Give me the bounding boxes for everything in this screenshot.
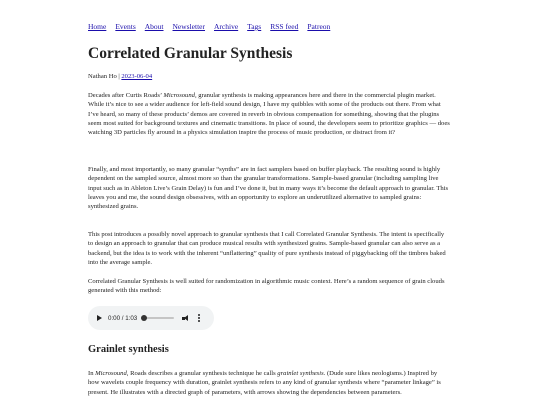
nav-home-link[interactable]: Home <box>88 22 107 31</box>
nav-about-link[interactable]: About <box>144 22 164 31</box>
section-heading-grainlet: Grainlet synthesis <box>88 344 169 355</box>
audio-seek-bar[interactable] <box>144 317 174 319</box>
post-title: Correlated Granular Synthesis <box>88 45 293 62</box>
paragraph-intro <box>88 91 450 137</box>
p1-text-b: , granular synthesis is making appearances here and there in the commercial plugin market. While it’s nice to see a wider audience for left-field sound design, I have my quibbles with some of the products out there. From what I’ve heard, so many of these products’ demos are covered in reverb in obvious compensation for something, showing that the plugins seem most suited for background textures and cinematic transitions. In place of sound, the developers seem to prioritize graphics — does watching 3D particles fly around in a physics simulation inspire the process of music production, or distract from it? <box>88 92 450 136</box>
post-date-link[interactable]: 2023-06-04 <box>121 73 153 80</box>
more-options-icon[interactable] <box>198 314 200 322</box>
p1-book-title: Microsound <box>163 92 195 99</box>
nav-events-link[interactable]: Events <box>115 22 136 31</box>
nav-archive-link[interactable]: Archive <box>214 22 239 31</box>
p1-text-a: Decades after Curtis Roads’ <box>88 92 164 99</box>
author-name: Nathan Ho <box>88 73 117 80</box>
audio-seek-knob[interactable] <box>141 315 147 321</box>
nav-rss-link[interactable]: RSS feed <box>270 22 299 31</box>
audio-time: 0:00 / 1:03 <box>108 314 138 322</box>
paragraph-grainlet <box>88 369 450 397</box>
nav-patreon-link[interactable]: Patreon <box>307 22 331 31</box>
p5-book-title: Microsound <box>95 370 127 377</box>
play-icon[interactable] <box>97 315 102 321</box>
byline-separator: | <box>116 73 122 80</box>
p5-text-b: , Roads describes a granular synthesis technique he calls <box>126 370 278 377</box>
nav-tags-link[interactable]: Tags <box>247 22 262 31</box>
paragraph-samplers: Finally, and most importantly, so many granular “synths” are in fact samplers based on buffer playback. The resulting sound is highly dependent on the sampled source, almost more so than the granular transformations. Sample-based granular (including sampling live input such as in Ableton Live’s Grain Delay) is fun and I’ve done it, but in many ways it’s become the default approach to granular. This leaves you and me, the sound design obsessives, with an opportunity to explore an underutilized alternative to sampled grains: synthesized grains. <box>88 166 449 210</box>
p5-text-c: . (Dude sure likes neologisms.) Inspired by how wavelets couple frequency with duration, grainlet synthesis refers to any kind of granular synthesis where “parameter linkage” is present. He illustrates with a directed graph of parameters, with arrows showing the dependencies between parameters. <box>88 370 441 396</box>
volume-icon[interactable] <box>182 314 191 323</box>
paragraph-randomization: Correlated Granular Synthesis is well suited for randomization in algorithmic music context. Here’s a random sequence of grain clouds generated with this method: <box>88 278 445 295</box>
nav-newsletter-link[interactable]: Newsletter <box>172 22 206 31</box>
p5-text-a: In <box>88 370 96 377</box>
p5-term: grainlet synthesis <box>277 370 324 377</box>
paragraph-approach: This post introduces a possibly novel approach to granular synthesis that I call Correlated Granular Synthesis. The intent is specifically to design an approach to granular that can produce musical results with synthesized grains. Sample-based granular can also serve as a backend, but the idea is to work with the inherent “unflattering” quality of pure synthesis instead of piggybacking off the timbres baked into the average sample. <box>88 231 446 266</box>
top-nav <box>88 22 339 31</box>
audio-player[interactable] <box>88 306 214 330</box>
byline <box>88 73 152 80</box>
